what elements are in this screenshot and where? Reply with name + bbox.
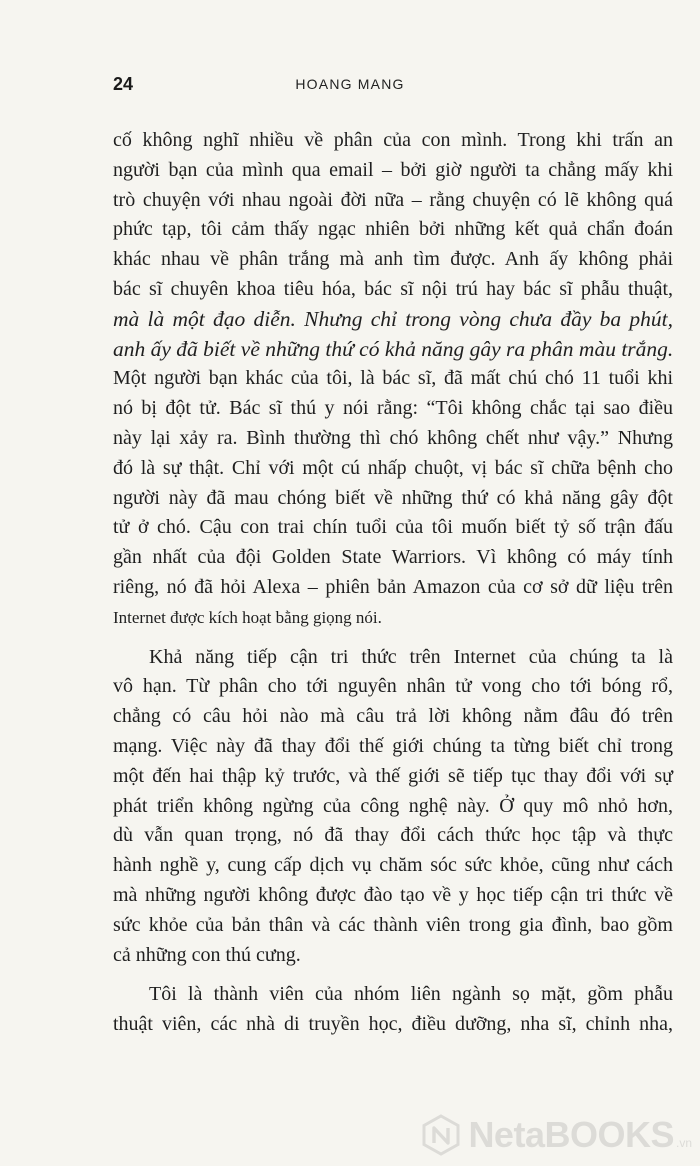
text-line: gần nhất của đội Golden State Warriors. Vì không có máy tính — [113, 546, 673, 569]
watermark — [420, 1114, 692, 1156]
text-line: thuật viên, các nhà di truyền học, điều dưỡng, nha sĩ, chỉnh nha, — [113, 1013, 673, 1036]
text-line: này lại xảy ra. Bình thường thì chó không chết như vậy.” Nhưng — [113, 426, 673, 449]
text-line: Internet được kích hoạt bằng giọng nói. — [113, 607, 382, 627]
text-line: người này đã mau chóng biết về những thứ có khả năng gây đột — [113, 486, 673, 509]
text-line: cả những con thú cưng. — [113, 943, 301, 966]
page-body — [113, 126, 673, 1040]
text-line: phát triển không ngừng của công nghệ này. Ở quy mô nhỏ hơn, — [113, 794, 673, 817]
paragraph-gap — [113, 633, 673, 643]
paragraph-gap — [113, 970, 673, 980]
text-line: trò chuyện với nhau ngoài đời nữa – rằng chuyện có lẽ không quá — [113, 188, 673, 211]
text-line: phức tạp, tôi cảm thấy ngạc nhiên bởi những kết quả chẩn đoán — [113, 218, 673, 241]
text-line: mà là một đạo diễn. Nhưng chỉ trong vòng chưa đầy ba phút, — [113, 306, 673, 331]
text-line: riêng, nó đã hỏi Alexa – phiên bản Amazon của cơ sở dữ liệu trên — [113, 575, 673, 598]
text-line: Tôi là thành viên của nhóm liên ngành sọ mặt, gồm phẫu — [149, 983, 673, 1006]
text-line: hành nghề y, cung cấp dịch vụ chăm sóc sức khỏe, cũng như cách — [113, 854, 673, 877]
text-line: vô hạn. Từ phân cho tới nguyên nhân tử vong cho tới bóng rổ, — [113, 675, 673, 698]
text-line: mà những người không được đào tạo về y học tiếp cận tri thức về — [113, 883, 673, 906]
text-line: Một người bạn khác của tôi, là bác sĩ, đã mất chú chó 11 tuổi khi — [113, 367, 673, 390]
running-header-title: HOANG MANG — [295, 76, 405, 92]
text-line: đó là sự thật. Chỉ với một cú nhấp chuột, vị bác sĩ chữa bệnh cho — [113, 456, 673, 479]
watermark-text: NetaBOOKS — [468, 1114, 674, 1155]
text-line: cố không nghĩ nhiều về phân của con mình. Trong khi trấn an — [113, 129, 673, 151]
text-line: khác nhau về phân trắng mà anh tìm được. Anh ấy không phải — [113, 248, 673, 271]
text-line: sức khỏe của bản thân và các thành viên trong gia đình, bao gồm — [113, 913, 673, 936]
text-line: anh ấy đã biết về những thứ có khả năng gây ra phân màu trắng. — [113, 336, 674, 361]
text-line: dù vẫn quan trọng, nó đã thay đổi cách thức học tập và thực — [113, 824, 673, 847]
text-line: bác sĩ chuyên khoa tiêu hóa, bác sĩ nội trú hay bác sĩ phẫu thuật, — [113, 277, 673, 300]
netabooks-logo-icon — [420, 1114, 462, 1156]
text-line: chẳng có câu hỏi nào mà câu trả lời không nằm đâu đó trên — [113, 705, 673, 728]
text-line: tử ở chó. Cậu con trai chín tuổi của tôi muốn biết tỷ số trận đấu — [113, 516, 673, 539]
text-line: nó bị đột tử. Bác sĩ thú y nói rằng: “Tôi không chắc tại sao điều — [113, 397, 673, 420]
text-line: mạng. Việc này đã thay đổi thế giới chúng ta từng biết chỉ trong — [113, 734, 673, 757]
page-number: 24 — [113, 74, 134, 94]
watermark-suffix: .vn — [675, 1136, 692, 1150]
text-line: Khả năng tiếp cận tri thức trên Internet của chúng ta là — [149, 645, 673, 668]
text-line: một đến hai thập kỷ trước, và thế giới sẽ tiếp tục thay đổi với sự — [113, 764, 673, 787]
text-line: người bạn của mình qua email – bởi giờ người ta chẳng mấy khi — [113, 158, 673, 181]
